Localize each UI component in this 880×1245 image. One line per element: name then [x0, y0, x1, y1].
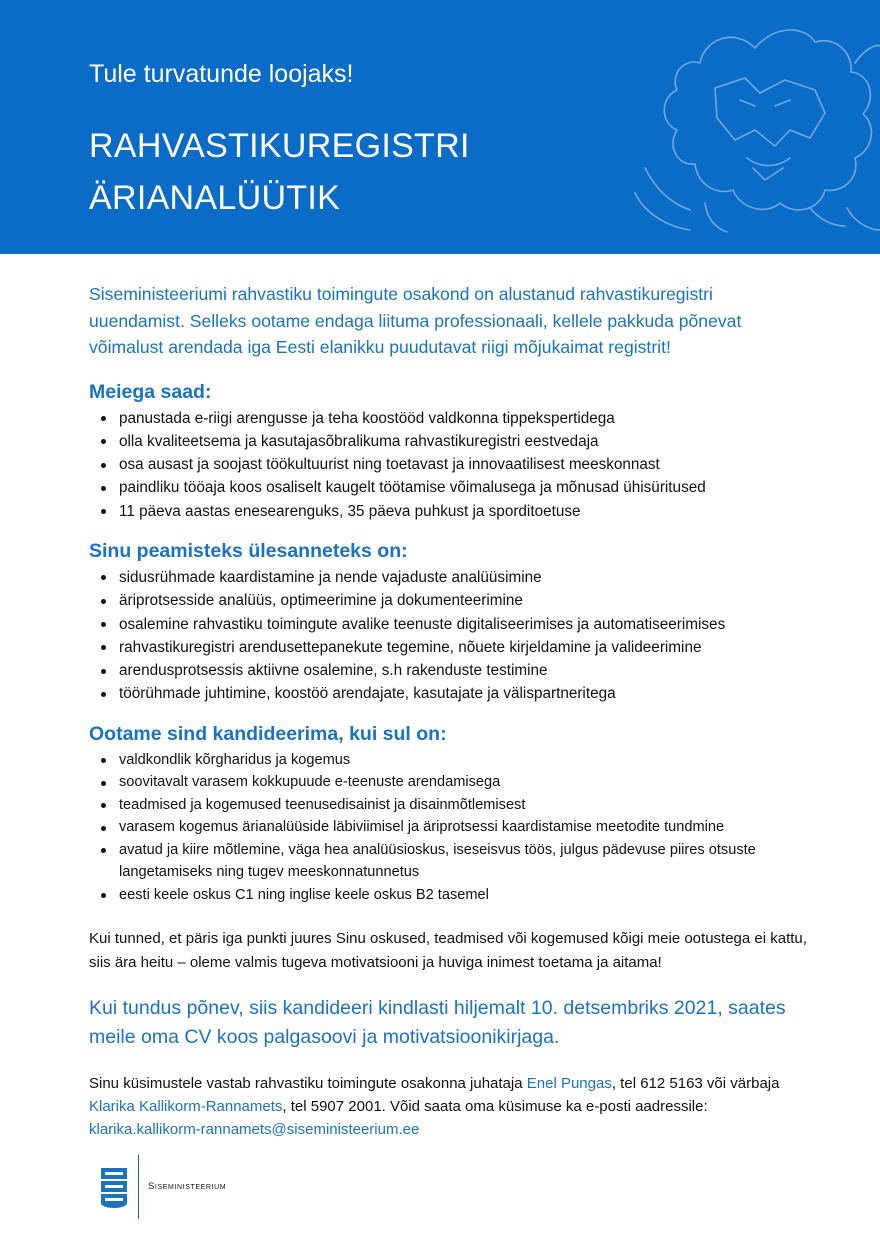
list-item: eesti keele oskus C1 ning inglise keele oskus B2 tasemel — [89, 884, 809, 907]
list-item: panustada e-riigi arengusse ja teha koostööd valdkonna tippekspertidega — [89, 407, 809, 430]
list-item: soovitavalt varasem kokkupuude e-teenuste arendamisega — [89, 771, 809, 794]
job-title-line-1: RAHVASTIKUREGISTRI — [89, 127, 470, 165]
offer-heading: Meiega saad: — [89, 380, 212, 403]
contact-text-1: Sinu küsimustele vastab rahvastiku toimingute osakonna juhataja — [89, 1075, 527, 1093]
list-item: paindliku tööaja koos osaliselt kaugelt töötamise võimalusega ja mõnusad ühisüritused — [89, 476, 809, 499]
list-item: rahvastikuregistri arendusettepanekute tegemine, nõuete kirjeldamine ja valideerimine — [89, 636, 809, 659]
list-item: osalemine rahvastiku toimingute avalike teenuste digitaliseerimises ja automatiseerimises — [89, 613, 809, 636]
tasks-list — [89, 566, 809, 706]
list-item: sidusrühmade kaardistamine ja nende vajaduste analüüsimine — [89, 566, 809, 589]
list-item: valdkondlik kõrgharidus ja kogemus — [89, 749, 809, 772]
list-item: osa ausast ja soojast töökultuurist ning toetavast ja innovaatilisest meeskonnast — [89, 453, 809, 476]
lion-icon — [615, 18, 880, 238]
tagline: Tule turvatunde loojaks! — [89, 60, 354, 88]
contact-person-1-link[interactable]: Enel Pungas — [526, 1075, 612, 1093]
three-lions-crest-icon — [98, 1165, 130, 1209]
list-item: avatud ja kiire mõtlemine, väga hea analüüsioskus, iseseisvus töös, julgus pädevuse piires otsuste langetamiseks ning tugev meeskonnatunnetus — [89, 839, 809, 884]
contact-paragraph — [89, 1072, 809, 1141]
encouragement-paragraph: Kui tunned, et päris iga punkti juures Sinu oskused, teadmised või kogemused kõigi meie ootustega ei kattu, siis ära heitu – oleme valmis tugeva motivatsiooni ja huviga inimest toetama ja aitama! — [89, 930, 807, 971]
contact-text-3: , tel 5907 2001. Võid saata oma küsimuse ka e-posti aadressile: — [282, 1098, 708, 1116]
main-content — [89, 281, 809, 1141]
email-link[interactable]: klarika.kallikorm-rannamets@siseministeerium.ee — [89, 1121, 420, 1139]
job-title-line-2: ÄRIANALÜÜTIK — [89, 179, 341, 217]
list-item: olla kvaliteetsema ja kasutajasõbralikuma rahvastikuregistri eestvedaja — [89, 430, 809, 453]
list-item: varasem kogemus ärianalüüside läbiviimisel ja äriprotsessi kaardistamise meetodite tundmine — [89, 816, 809, 839]
job-title — [89, 120, 470, 224]
contact-person-2-link[interactable]: Klarika Kallikorm-Rannamets — [89, 1098, 283, 1116]
requirements-heading: Ootame sind kandideerima, kui sul on: — [89, 722, 447, 745]
contact-text-2: , tel 612 5163 või värbaja — [611, 1075, 780, 1093]
ministry-logo — [98, 1155, 318, 1219]
list-item: arendusprotsessis aktiivne osalemine, s.h rakenduste testimine — [89, 659, 809, 682]
call-to-action: Kui tundus põnev, siis kandideeri kindlasti hiljemalt 10. detsembriks 2021, saates meile oma CV koos palgasoovi ja motivatsioonikirjaga. — [89, 997, 786, 1048]
list-item: äriprotsesside analüüs, optimeerimine ja dokumenteerimine — [89, 589, 809, 612]
list-item: teadmised ja kogemused teenusedisainist ja disainmõtlemisest — [89, 794, 809, 817]
offer-list — [89, 407, 809, 523]
requirements-list — [89, 749, 809, 907]
logo-divider — [138, 1155, 139, 1219]
header-banner — [0, 0, 880, 254]
list-item: töörühmade juhtimine, koostöö arendajate, kasutajate ja välispartneritega — [89, 682, 809, 705]
tasks-heading: Sinu peamisteks ülesanneteks on: — [89, 539, 408, 562]
list-item: 11 päeva aastas enesearenguks, 35 päeva puhkust ja sporditoetuse — [89, 500, 809, 523]
intro-paragraph: Siseministeeriumi rahvastiku toimingute osakond on alustanud rahvastikuregistri uuendamist. Selleks ootame endaga liituma professionaali, kellele pakkuda põnevat võimalust arendada iga Eesti elanikku puudutavat riigi mõjukaimat registrit! — [89, 284, 742, 357]
ministry-name: Siseministeerium — [148, 1181, 227, 1192]
